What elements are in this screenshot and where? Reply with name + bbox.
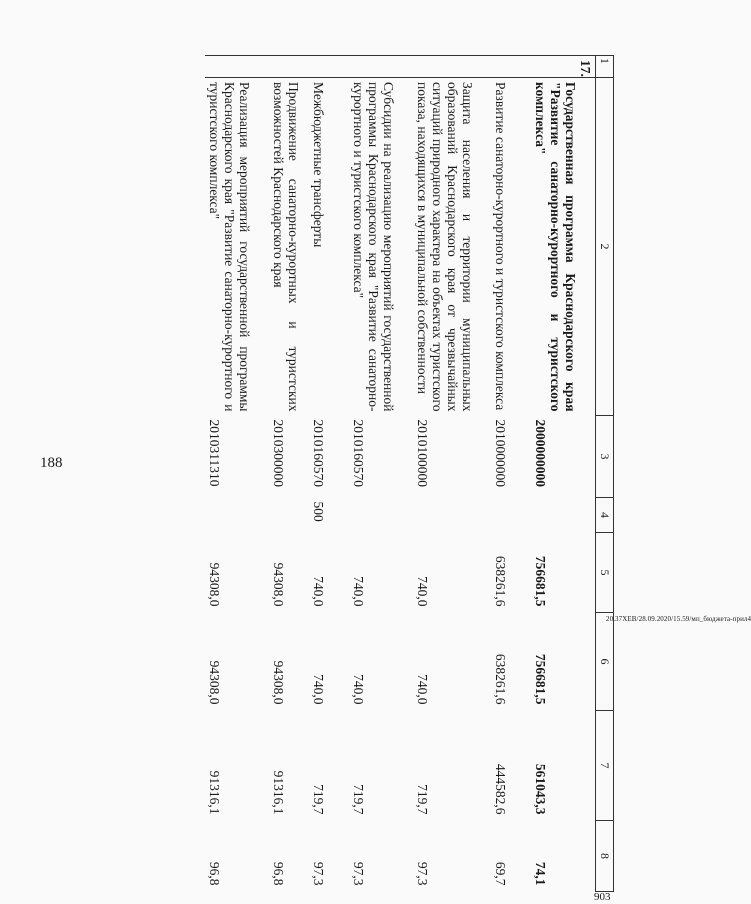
expense-type-cell bbox=[270, 498, 310, 533]
table-row bbox=[310, 56, 350, 892]
corner-page-mark: 903 bbox=[594, 891, 611, 903]
target-code-cell: 2010100000 bbox=[415, 419, 431, 487]
budget-table-sheet bbox=[104, 55, 614, 891]
approved-amount-cell: 740,0 bbox=[351, 576, 367, 607]
execution-percent-cell: 97,3 bbox=[415, 861, 431, 886]
approved-amount-cell: 756681,5 bbox=[533, 555, 549, 607]
revised-amount-cell: 740,0 bbox=[351, 674, 367, 705]
table-row bbox=[532, 56, 596, 892]
executed-amount-cell: 561043,3 bbox=[533, 763, 549, 815]
executed-amount-cell: 444582,6 bbox=[493, 763, 509, 815]
approved-amount-cell: 638261,6 bbox=[493, 555, 509, 607]
execution-percent-cell: 97,3 bbox=[351, 861, 367, 886]
table-row bbox=[270, 56, 310, 892]
table-row bbox=[414, 56, 492, 892]
header-cell: 6 bbox=[596, 613, 614, 711]
row-name-cell: Защита населения и территории муниципальных образований Краснодарского края от чрезвычайных ситуаций природного характера на объектах туристского показа, находящихся в муниципальной собственности bbox=[415, 82, 476, 412]
expense-type-cell bbox=[206, 498, 270, 533]
executed-amount-cell: 91316,1 bbox=[271, 770, 287, 815]
header-cell: 7 bbox=[596, 711, 614, 821]
row-name-cell: Субсидии на реализацию мероприятий государственной программы Краснодарского края "Развитие санаторно-курортного и туристского комплекса" bbox=[351, 82, 397, 412]
execution-percent-cell: 96,8 bbox=[207, 861, 223, 886]
revised-amount-cell: 94308,0 bbox=[271, 660, 287, 705]
table-row bbox=[350, 56, 414, 892]
executed-amount-cell: 719,7 bbox=[311, 784, 327, 815]
header-cell: 3 bbox=[596, 416, 614, 498]
execution-percent-cell: 74,1 bbox=[533, 861, 549, 886]
header-cell: 2 bbox=[596, 78, 614, 416]
revised-amount-cell: 94308,0 bbox=[207, 660, 223, 705]
budget-table bbox=[206, 55, 615, 892]
execution-percent-cell: 96,8 bbox=[271, 861, 287, 886]
row-number-cell bbox=[414, 56, 492, 78]
target-code-cell: 2010160570 bbox=[351, 419, 367, 487]
row-number-cell bbox=[270, 56, 310, 78]
expense-type-cell bbox=[492, 498, 532, 533]
target-code-cell: 2010160570 bbox=[311, 419, 327, 487]
revised-amount-cell: 756681,5 bbox=[533, 653, 549, 705]
approved-amount-cell: 740,0 bbox=[311, 576, 327, 607]
target-code-cell: 2010000000 bbox=[493, 419, 509, 487]
row-name-cell: Продвижение санаторно-курортных и туристских возможностей Краснодарского края bbox=[271, 82, 302, 412]
row-name-cell: Государственная программа Краснодарского края "Развитие санаторно-курортного и туристского комплекса" bbox=[533, 82, 579, 412]
table-row bbox=[206, 56, 270, 892]
executed-amount-cell: 719,7 bbox=[351, 784, 367, 815]
revised-amount-cell: 740,0 bbox=[415, 674, 431, 705]
execution-percent-cell: 97,3 bbox=[311, 861, 327, 886]
approved-amount-cell: 94308,0 bbox=[271, 562, 287, 607]
expense-type-cell bbox=[414, 498, 492, 533]
revised-amount-cell: 638261,6 bbox=[493, 653, 509, 705]
header-cell: 8 bbox=[596, 821, 614, 892]
execution-percent-cell: 69,7 bbox=[493, 861, 509, 886]
approved-amount-cell: 94308,0 bbox=[207, 562, 223, 607]
row-name-cell: Реализация мероприятий государственной программы Краснодарского края "Развитие санаторно-курортного и туристского комплекса" bbox=[207, 82, 253, 412]
row-name-cell: Развитие санаторно-курортного и туристского комплекса bbox=[493, 82, 509, 411]
row-name-cell: Межбюджетные трансферты bbox=[311, 82, 327, 248]
column-number-row bbox=[596, 56, 614, 892]
table-row bbox=[492, 56, 532, 892]
revised-amount-cell: 740,0 bbox=[311, 674, 327, 705]
page-number: 188 bbox=[40, 455, 63, 471]
row-number-cell bbox=[310, 56, 350, 78]
header-cell: 4 bbox=[596, 498, 614, 533]
row-number-cell: 17. bbox=[532, 56, 596, 78]
target-code-cell: 2000000000 bbox=[533, 419, 549, 487]
expense-type-cell bbox=[350, 498, 414, 533]
expense-type-cell: 500 bbox=[311, 501, 327, 522]
document-stamp: 20.37ХЕВ/28.09.2020/15.59/мп_бюджета-прил4 bbox=[606, 615, 751, 623]
approved-amount-cell: 740,0 bbox=[415, 576, 431, 607]
header-cell: 5 bbox=[596, 533, 614, 613]
target-code-cell: 2010311310 bbox=[207, 419, 223, 487]
header-cell: 1 bbox=[596, 56, 614, 78]
executed-amount-cell: 91316,1 bbox=[207, 770, 223, 815]
executed-amount-cell: 719,7 bbox=[415, 784, 431, 815]
expense-type-cell bbox=[532, 498, 596, 533]
row-number-cell bbox=[350, 56, 414, 78]
row-number-cell bbox=[206, 56, 270, 78]
target-code-cell: 2010300000 bbox=[271, 419, 287, 487]
row-number-cell bbox=[492, 56, 532, 78]
